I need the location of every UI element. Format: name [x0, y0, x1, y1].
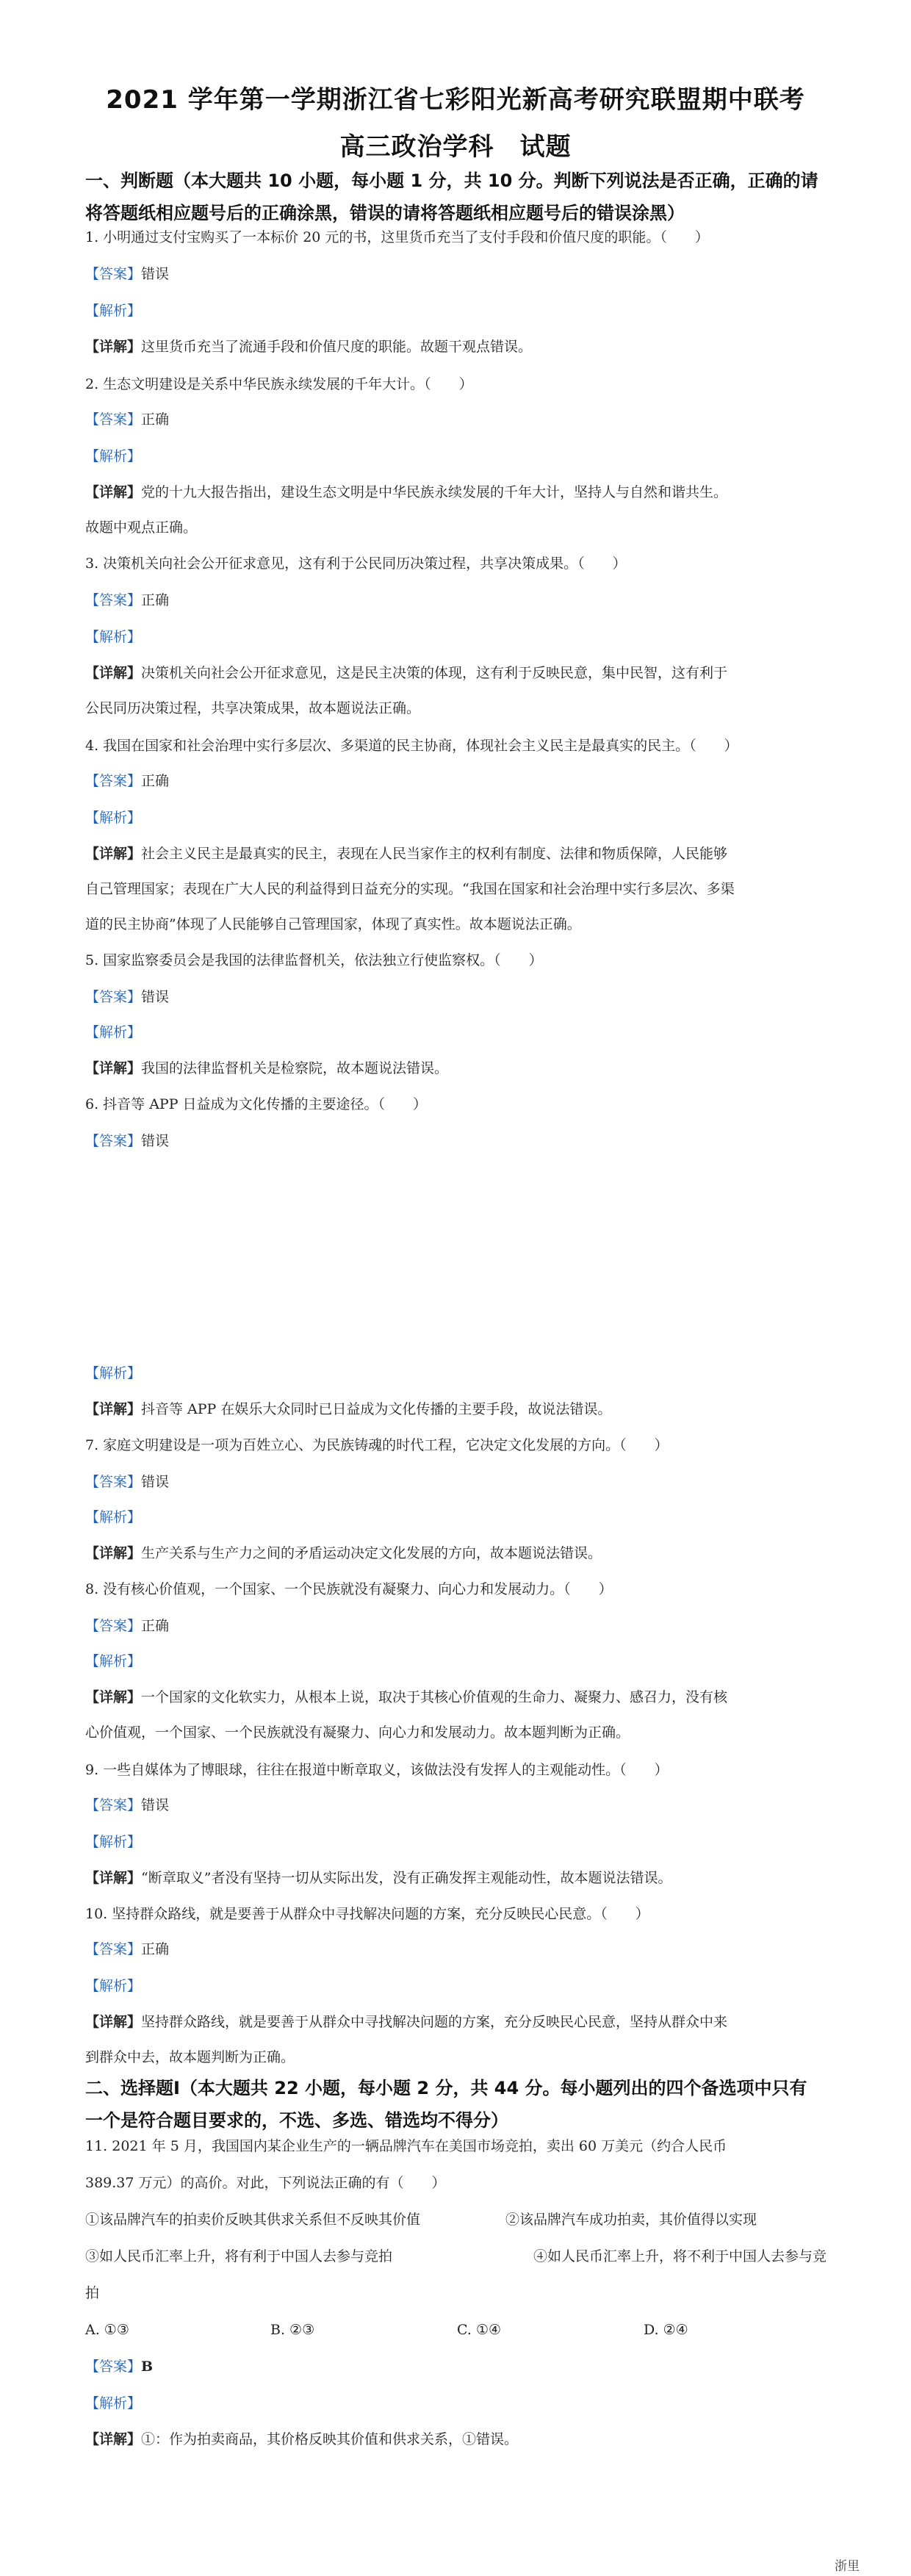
q8-detail [85, 1680, 835, 1750]
q10-detail [85, 2004, 835, 2075]
option-b: B. ②③ [270, 2322, 315, 2338]
answer-value: 错误 [141, 1133, 170, 1149]
analysis-tag: 【解析】 [85, 1365, 142, 1381]
q10-answer [85, 1931, 169, 1968]
detail-tag: 【详解】 [85, 1689, 142, 1705]
q9-detail [85, 1860, 835, 1896]
q5-analysis [85, 1014, 141, 1051]
answer-tag: 【答案】 [85, 2359, 142, 2375]
detail-text: 公民同历决策过程，共享决策成果，故本题说法正确。 [85, 700, 421, 716]
detail-text: 坚持群众路线，就是要善于从群众中寻找解决问题的方案，充分反映民心民意，坚持从群众中来 [141, 2014, 728, 2030]
section2-heading-line2: 一个是符合题目要求的，不选、多选、错选均不得分） [85, 2110, 508, 2131]
analysis-tag: 【解析】 [85, 810, 142, 826]
q2-answer [85, 401, 169, 438]
statement-4: ④如人民币汇率上升，将不利于中国人去参与竞 [533, 2248, 827, 2264]
analysis-tag: 【解析】 [85, 1653, 142, 1669]
statement-2: ②该品牌汽车成功拍卖，其价值得以实现 [505, 2212, 757, 2228]
detail-tag: 【详解】 [85, 846, 142, 862]
q4-analysis [85, 799, 141, 836]
detail-text: 到群众中去，故本题判断为正确。 [85, 2049, 295, 2065]
detail-tag: 【详解】 [85, 1545, 142, 1561]
answer-value: 错误 [141, 266, 170, 282]
question-6: 6. 抖音等 APP 日益成为文化传播的主要途径。（ ） [85, 1096, 428, 1112]
detail-tag: 【详解】 [85, 2014, 142, 2030]
answer-tag: 【答案】 [85, 1133, 142, 1149]
statement-1: ①该品牌汽车的拍卖价反映其供求关系但不反映其价值 [85, 2212, 421, 2228]
detail-tag: 【详解】 [85, 484, 142, 500]
analysis-tag: 【解析】 [85, 1509, 142, 1525]
detail-text: 这里货币充当了流通手段和价值尺度的职能。故题干观点错误。 [141, 339, 533, 355]
q5-detail [85, 1051, 835, 1086]
q11-analysis [85, 2385, 141, 2422]
question-11-stem [85, 2128, 835, 2201]
analysis-tag: 【解析】 [85, 1834, 142, 1850]
q9-analysis [85, 1824, 141, 1860]
answer-tag: 【答案】 [85, 411, 142, 428]
answer-tag: 【答案】 [85, 1797, 142, 1813]
answer-tag: 【答案】 [85, 1618, 142, 1634]
detail-tag: 【详解】 [85, 339, 142, 355]
q11-detail [85, 2422, 835, 2457]
question-11-stem-line1: 11. 2021 年 5 月，我国国内某企业生产的一辆品牌汽车在美国市场竞拍，卖出 60 万美元（约合人民币 [85, 2138, 727, 2154]
analysis-tag: 【解析】 [85, 448, 142, 464]
detail-text: 自己管理国家；表现在广大人民的利益得到日益充分的实现。“我国在国家和社会治理中实行多层次、多渠 [85, 881, 735, 897]
analysis-tag: 【解析】 [85, 1978, 142, 1994]
q7-analysis [85, 1499, 141, 1536]
page-footer: 浙里 [835, 2559, 860, 2574]
answer-value: 错误 [141, 1797, 170, 1813]
q3-detail [85, 655, 835, 726]
answer-value: 正确 [141, 1941, 170, 1957]
answer-value: B [141, 2359, 154, 2375]
detail-tag: 【详解】 [85, 665, 142, 681]
detail-text: 抖音等 APP 在娱乐大众同时已日益成为文化传播的主要手段，故说法错误。 [141, 1401, 612, 1417]
statement-3: ③如人民币汇率上升，将有利于中国人去参与竞拍 [85, 2248, 393, 2264]
question-4: 4. 我国在国家和社会治理中实行多层次、多渠道的民主协商，体现社会主义民主是最真实的民主。（ ） [85, 738, 738, 754]
answer-value: 正确 [141, 1618, 170, 1634]
answer-tag: 【答案】 [85, 989, 142, 1005]
q10-analysis [85, 1968, 141, 2004]
q1-answer [85, 256, 169, 292]
detail-text: 一个国家的文化软实力，从根本上说，取决于其核心价值观的生命力、凝聚力、感召力，没有核 [141, 1689, 728, 1705]
answer-tag: 【答案】 [85, 592, 142, 608]
q2-analysis [85, 438, 141, 475]
answer-tag: 【答案】 [85, 266, 142, 282]
q7-detail [85, 1536, 835, 1571]
q6-answer [85, 1123, 169, 1159]
section2-heading [85, 2072, 835, 2137]
answer-value: 错误 [141, 1474, 170, 1490]
option-d: D. ②④ [644, 2322, 688, 2338]
detail-text: “断章取义”者没有坚持一切从实际出发，没有正确发挥主观能动性，故本题说法错误。 [141, 1870, 672, 1886]
option-a: A. ①③ [85, 2322, 129, 2338]
answer-tag: 【答案】 [85, 1474, 142, 1490]
q1-detail [85, 329, 835, 364]
section1-heading-line1: 一、判断题（本大题共 10 小题，每小题 1 分，共 10 分。判断下列说法是否正确，正确的请 [85, 170, 818, 191]
exam-title: 2021 学年第一学期浙江省七彩阳光新高考研究联盟期中联考 [106, 85, 805, 115]
detail-text: 党的十九大报告指出，建设生态文明是中华民族永续发展的千年大计，坚持人与自然和谐共生。 [141, 484, 728, 500]
question-5: 5. 国家监察委员会是我国的法律监督机关，依法独立行使监察权。（ ） [85, 952, 543, 968]
q8-analysis [85, 1643, 141, 1680]
q5-answer [85, 979, 169, 1015]
answer-tag: 【答案】 [85, 1941, 142, 1957]
statement-4-continued: 拍 [85, 2285, 100, 2301]
detail-text: 故题中观点正确。 [85, 519, 198, 536]
answer-value: 正确 [141, 773, 170, 789]
question-3: 3. 决策机关向社会公开征求意见，这有利于公民同历决策过程，共享决策成果。（ ） [85, 555, 627, 572]
section1-heading-line2: 将答题纸相应题号后的正确涂黑，错误的请将答题纸相应题号后的错误涂黑） [85, 203, 685, 223]
analysis-tag: 【解析】 [85, 2395, 142, 2411]
question-8: 8. 没有核心价值观，一个国家、一个民族就没有凝聚力、向心力和发展动力。（ ） [85, 1581, 613, 1597]
analysis-tag: 【解析】 [85, 303, 142, 319]
option-c: C. ①④ [457, 2322, 502, 2338]
question-9: 9. 一些自媒体为了博眼球，往往在报道中断章取义，该做法没有发挥人的主观能动性。（ ） [85, 1762, 669, 1778]
answer-value: 正确 [141, 411, 170, 428]
q4-answer [85, 763, 169, 799]
answer-value: 正确 [141, 592, 170, 608]
detail-text: 生产关系与生产力之间的矛盾运动决定文化发展的方向，故本题说法错误。 [141, 1545, 602, 1561]
q2-detail [85, 475, 835, 545]
question-10: 10. 坚持群众路线，就是要善于从群众中寻找解决问题的方案，充分反映民心民意。（ ） [85, 1906, 649, 1922]
question-7: 7. 家庭文明建设是一项为百姓立心、为民族铸魂的时代工程，它决定文化发展的方向。（ ） [85, 1437, 669, 1453]
detail-text: 决策机关向社会公开征求意见，这是民主决策的体现，这有利于反映民意，集中民智，这有利于 [141, 665, 728, 681]
q6-analysis [85, 1355, 141, 1392]
question-11-stem-line2: 389.37 万元）的高价。对此，下列说法正确的有（ ） [85, 2175, 446, 2191]
analysis-tag: 【解析】 [85, 1024, 142, 1040]
answer-value: 错误 [141, 989, 170, 1005]
detail-tag: 【详解】 [85, 1401, 142, 1417]
detail-text: ①：作为拍卖商品，其价格反映其价值和供求关系，①错误。 [141, 2431, 519, 2447]
answer-tag: 【答案】 [85, 773, 142, 789]
q6-detail [85, 1392, 835, 1427]
detail-text: 道的民主协商”体现了人民能够自己管理国家，体现了真实性。故本题说法正确。 [85, 916, 581, 932]
q3-answer [85, 582, 169, 619]
section2-heading-line1: 二、选择题Ⅰ（本大题共 22 小题，每小题 2 分，共 44 分。每小题列出的四个备选项中只有 [85, 2078, 807, 2098]
q9-answer [85, 1787, 169, 1824]
q4-detail [85, 836, 835, 942]
q7-answer [85, 1464, 169, 1500]
detail-tag: 【详解】 [85, 1870, 142, 1886]
q8-answer [85, 1608, 169, 1644]
q1-analysis [85, 292, 141, 329]
detail-text: 社会主义民主是最真实的民主，表现在人民当家作主的权利有制度、法律和物质保障，人民能够 [141, 846, 728, 862]
analysis-tag: 【解析】 [85, 629, 142, 645]
detail-text: 心价值观，一个国家、一个民族就没有凝聚力、向心力和发展动力。故本题判断为正确。 [85, 1724, 630, 1741]
exam-subtitle: 高三政治学科 试题 [339, 132, 572, 162]
question-2: 2. 生态文明建设是关系中华民族永续发展的千年大计。（ ） [85, 376, 473, 392]
detail-tag: 【详解】 [85, 2431, 142, 2447]
detail-tag: 【详解】 [85, 1060, 142, 1076]
q3-analysis [85, 619, 141, 655]
detail-text: 我国的法律监督机关是检察院，故本题说法错误。 [141, 1060, 449, 1076]
q11-answer [85, 2348, 153, 2385]
question-1: 1. 小明通过支付宝购买了一本标价 20 元的书，这里货币充当了支付手段和价值尺度的职能。（ ） [85, 229, 709, 245]
